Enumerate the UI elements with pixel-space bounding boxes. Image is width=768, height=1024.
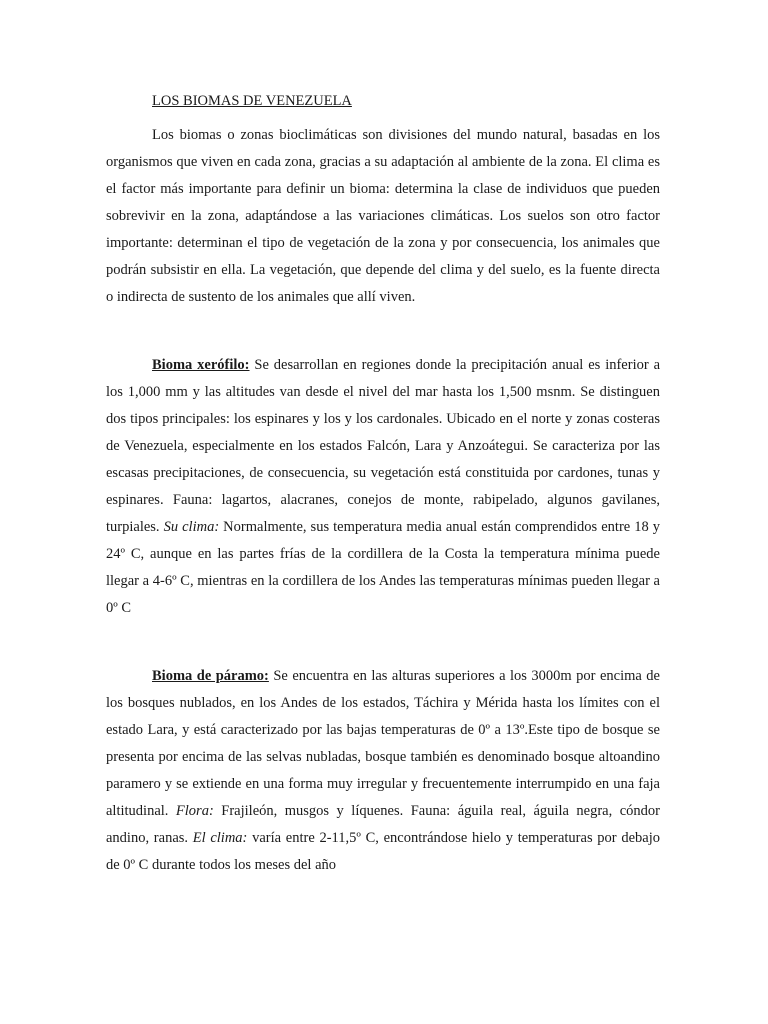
paramo-clima-label: El clima: <box>192 830 248 846</box>
paramo-paragraph <box>106 663 660 879</box>
document-page <box>106 88 660 879</box>
xerofilo-paragraph <box>106 352 660 622</box>
xerofilo-text-2: Normalmente, sus temperatura media anual están comprendidos entre 18 y 24º C, aunque en las partes frías de la cordillera de la Costa la temperatura mínima puede llegar a 4-6º C, mientras en la cordillera de los Andes las temperaturas mínimas pueden llegar a 0º C <box>106 519 660 616</box>
xerofilo-text-1: Se desarrollan en regiones donde la precipitación anual es inferior a los 1,000 mm y las altitudes van desde el nivel del mar hasta los 1,500 msnm. Se distinguen dos tipos principales: los espinares y los y los cardonales. Ubicado en el norte y zonas costeras de Venezuela, especialmente en los estados Falcón, Lara y Anzoátegui. Se caracteriza por las escasas precipitaciones, de consecuencia, su vegetación está constituida por cardones, tunas y espinares. Fauna: lagartos, alacranes, conejos de monte, rabipelado, algunos gavilanes, turpiales. <box>106 357 660 535</box>
paramo-heading: Bioma de páramo: <box>152 668 269 684</box>
paramo-text-3: varía entre 2-11,5º C, encontrándose hielo y temperaturas por debajo de 0º C durante todos los meses del año <box>106 830 660 873</box>
paramo-text-1: Se encuentra en las alturas superiores a los 3000m por encima de los bosques nublados, en los Andes de los estados, Táchira y Mérida hasta los límites con el estado Lara, y está caracterizado por las bajas temperaturas de 0º a 13º.Este tipo de bosque se presenta por encima de las selvas nubladas, bosque también es denominado bosque altoandino paramero y se extiende en una forma muy irregular y frecuentemente interrumpido en una faja altitudinal. <box>106 668 660 819</box>
paramo-flora-label: Flora: <box>175 803 214 819</box>
xerofilo-heading: Bioma xerófilo: <box>152 357 250 373</box>
xerofilo-clima-label: Su clima: <box>163 519 220 535</box>
paramo-text-2: Frajileón, musgos y líquenes. Fauna: águila real, águila negra, cóndor andino, ranas. <box>106 803 660 846</box>
document-title: LOS BIOMAS DE VENEZUELA <box>152 93 352 109</box>
intro-paragraph: Los biomas o zonas bioclimáticas son divisiones del mundo natural, basadas en los organismos que viven en cada zona, gracias a su adaptación al ambiente de la zona. El clima es el factor más importante para definir un bioma: determina la clase de individuos que pueden sobrevivir en la zona, adaptándose a las variaciones climáticas. Los suelos son otro factor importante: determinan el tipo de vegetación de la zona y por consecuencia, los animales que podrán subsistir en ella. La vegetación, que depende del clima y del suelo, es la fuente directa o indirecta de sustento de los animales que allí viven. <box>106 127 660 305</box>
